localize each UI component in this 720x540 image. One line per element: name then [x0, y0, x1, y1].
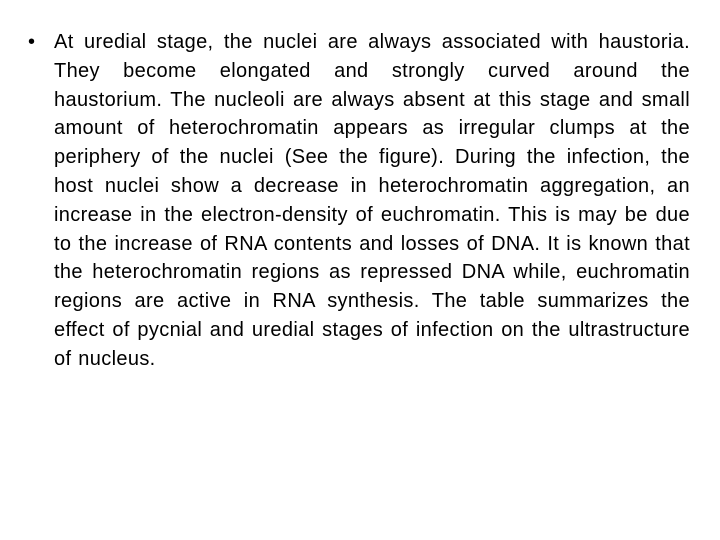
bullet-text: At uredial stage, the nuclei are always associated with haustoria. They become elongated and strongly curved around the haustorium. The nucleoli are always absent at this stage and small amount of heterochromatin appears as irregular clumps at the periphery of the nuclei (See the figure). During the infection, the host nuclei show a decrease in heterochromatin aggregation, an increase in the electron-density of euchromatin. This is may be due to the increase of RNA contents and losses of DNA. It is known that the heterochromatin regions as repressed DNA while, euchromatin regions are active in RNA synthesis. The table summarizes the effect of pycnial and uredial stages of infection on the ultrastructure of nucleus.: [54, 31, 690, 370]
bullet-list: [28, 28, 690, 374]
bullet-marker: •: [28, 31, 36, 53]
bullet-item: [28, 28, 690, 374]
